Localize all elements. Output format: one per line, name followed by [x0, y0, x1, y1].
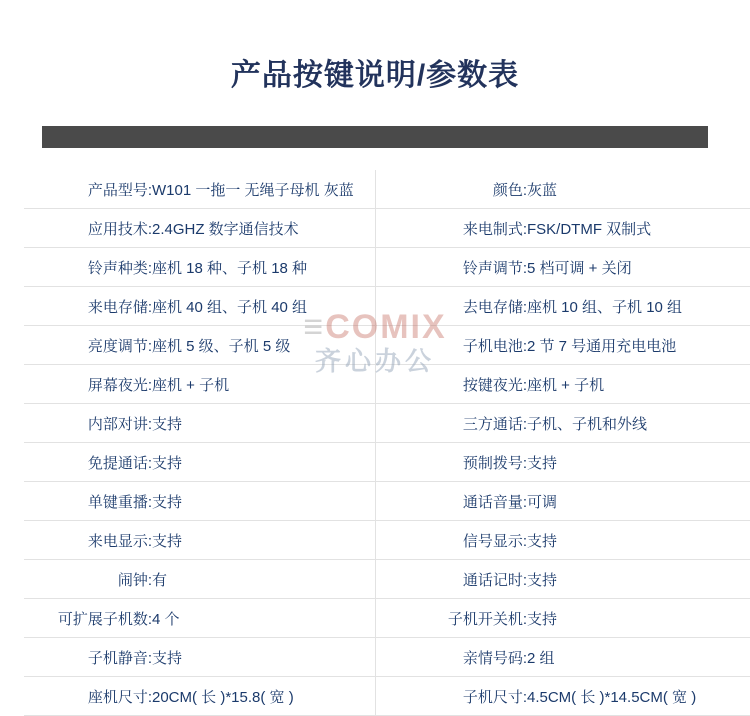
row-label: 单键重播:	[24, 482, 152, 521]
row-label: 亮度调节:	[24, 326, 152, 365]
row-value: 支持	[152, 443, 399, 482]
row-label: 产品型号:	[24, 170, 152, 209]
row-value: 4 个	[152, 599, 399, 638]
row-value-right: 支持	[527, 443, 750, 482]
row-label: 屏幕夜光:	[24, 365, 152, 404]
table-row	[24, 482, 750, 521]
table-row	[24, 677, 750, 716]
table-vertical-divider	[375, 170, 376, 716]
row-label: 子机静音:	[24, 638, 152, 677]
row-label-right: 颜色:	[399, 170, 527, 209]
row-value: 座机 18 种、子机 18 种	[152, 248, 399, 287]
table-row	[24, 209, 750, 248]
header-divider-bar	[42, 126, 708, 148]
row-value-right: 支持	[527, 521, 750, 560]
row-label-right: 通话记时:	[399, 560, 527, 599]
row-value-right: 灰蓝	[527, 170, 750, 209]
row-value: 20CM( 长 )*15.8( 宽 )	[152, 677, 399, 716]
row-label-right: 来电制式:	[399, 209, 527, 248]
row-value-right: 支持	[527, 599, 750, 638]
row-value-right: FSK/DTMF 双制式	[527, 209, 750, 248]
row-value: 支持	[152, 404, 399, 443]
row-value: W101 一拖一 无绳子母机 灰蓝	[152, 170, 399, 209]
row-value: 支持	[152, 638, 399, 677]
row-value-right: 支持	[527, 560, 750, 599]
row-label-right: 子机电池:	[399, 326, 527, 365]
watermark-brand-text: COMIX	[325, 308, 447, 346]
row-label: 座机尺寸:	[24, 677, 152, 716]
row-label: 免提通话:	[24, 443, 152, 482]
table-row	[24, 599, 750, 638]
table-row	[24, 287, 750, 326]
row-value-right: 子机、子机和外线	[527, 404, 750, 443]
table-row	[24, 404, 750, 443]
row-label: 内部对讲:	[24, 404, 152, 443]
table-row	[24, 521, 750, 560]
row-label: 铃声种类:	[24, 248, 152, 287]
row-label-right: 预制拨号:	[399, 443, 527, 482]
row-label-right: 铃声调节:	[399, 248, 527, 287]
watermark-brand-prefix: ≡	[303, 308, 326, 346]
page-title: 产品按键说明/参数表	[230, 59, 520, 92]
table-row	[24, 170, 750, 209]
row-value-right: 4.5CM( 长 )*14.5CM( 宽 )	[527, 677, 750, 716]
spec-table	[24, 170, 750, 716]
row-value-right: 座机 10 组、子机 10 组	[527, 287, 750, 326]
watermark-chinese: 齐心办公	[314, 346, 435, 376]
row-label: 应用技术:	[24, 209, 152, 248]
row-label-right: 子机开关机:	[399, 599, 527, 638]
table-row	[24, 248, 750, 287]
row-value-right: 座机 + 子机	[527, 365, 750, 404]
table-row	[24, 365, 750, 404]
spec-table-body	[24, 170, 750, 716]
row-label-right: 三方通话:	[399, 404, 527, 443]
row-label: 来电显示:	[24, 521, 152, 560]
row-label-right: 亲情号码:	[399, 638, 527, 677]
table-row	[24, 443, 750, 482]
row-value: 2.4GHZ 数字通信技术	[152, 209, 399, 248]
row-value-right: 5 档可调 + 关闭	[527, 248, 750, 287]
spec-table-container	[24, 170, 726, 716]
row-label-right: 去电存储:	[399, 287, 527, 326]
row-value: 有	[152, 560, 399, 599]
row-value-right: 2 组	[527, 638, 750, 677]
row-value-right: 2 节 7 号通用充电电池	[527, 326, 750, 365]
row-label-right: 通话音量:	[399, 482, 527, 521]
row-label-right: 信号显示:	[399, 521, 527, 560]
row-label-right: 子机尺寸:	[399, 677, 527, 716]
row-label: 可扩展子机数:	[24, 599, 152, 638]
table-row	[24, 560, 750, 599]
row-label-right: 按键夜光:	[399, 365, 527, 404]
row-value-right: 可调	[527, 482, 750, 521]
row-value: 支持	[152, 482, 399, 521]
row-value: 支持	[152, 521, 399, 560]
row-value: 座机 + 子机	[152, 365, 399, 404]
row-label: 闹钟:	[24, 560, 152, 599]
row-value: 座机 40 组、子机 40 组	[152, 287, 399, 326]
table-row	[24, 638, 750, 677]
table-row	[24, 326, 750, 365]
row-value: 座机 5 级、子机 5 级	[152, 326, 399, 365]
row-label: 来电存储:	[24, 287, 152, 326]
